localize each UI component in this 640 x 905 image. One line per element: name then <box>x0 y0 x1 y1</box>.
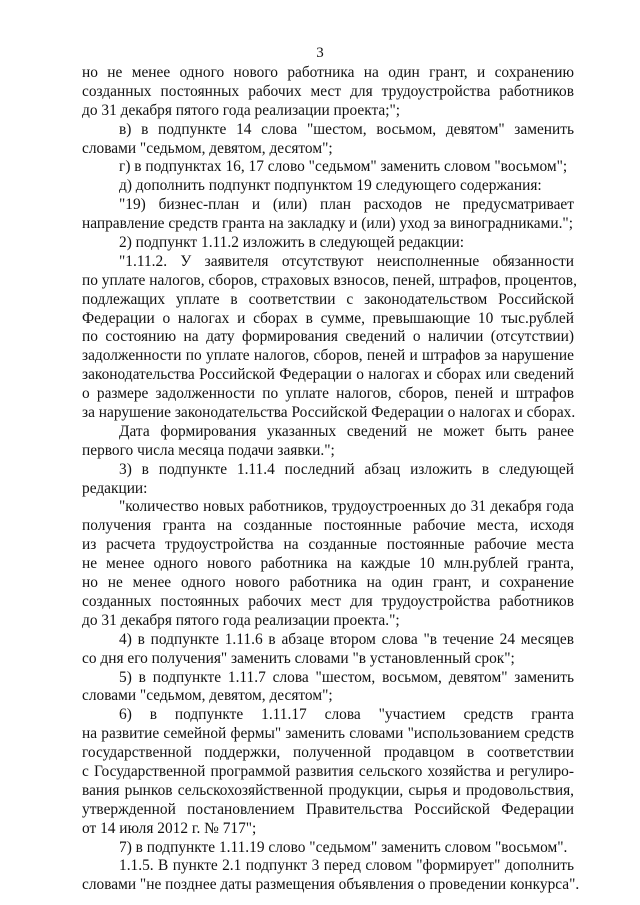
text-line: законодательства Российской Федерации о налогах и сборах или сведений <box>82 366 574 384</box>
text-line: 3) в подпункте 1.11.4 последний абзац изложить в следующей <box>119 460 574 478</box>
text-line: словами "седьмом, девятом, десятом"; <box>82 687 333 705</box>
text-line: подлежащих уплате в соответствии с законодательством Российской <box>82 290 574 308</box>
text-line: вания рынков сельскохозяйственной продукции, сырья и продовольствия, <box>82 781 574 799</box>
text-line: до 31 декабря пятого года реализации проекта."; <box>82 611 400 629</box>
text-line: направление средств гранта на закладку и (или) уход за виноградниками."; <box>82 215 573 233</box>
text-line: на развитие семейной фермы" заменить словами "использованием средств <box>82 725 574 743</box>
text-line: "количество новых работников, трудоустроенных до 31 декабря года <box>119 498 574 516</box>
text-line: но не менее одного нового работника на один грант, и сохранению <box>82 64 574 81</box>
text-line: словами "не позднее даты размещения объявления о проведении конкурса". <box>82 876 580 894</box>
text-line: 4) в подпункте 1.11.6 в абзаце втором слова "в течение 24 месяцев <box>119 630 574 648</box>
text-line: Дата формирования указанных сведений не может быть ранее <box>119 422 574 440</box>
document-body <box>82 64 580 895</box>
text-line: со дня его получения" заменить словами "в установленный срок"; <box>82 649 515 667</box>
text-line: Федерации о налогах и сборах в сумме, превышающие 10 тыс.рублей <box>82 309 574 327</box>
text-line: до 31 декабря пятого года реализации проекта;"; <box>82 101 401 119</box>
text-line: от 14 июля 2012 г. № 717"; <box>82 819 257 837</box>
text-line: о размере задолженности по уплате налогов, сборов, пеней и штрафов <box>82 385 574 403</box>
text-line: с Государственной программой развития сельского хозяйства и регулиро- <box>82 762 574 780</box>
text-line: из расчета трудоустройства на созданные постоянные рабочие места <box>82 536 574 554</box>
text-line: задолженности по уплате налогов, сборов, пеней и штрафов за нарушение <box>82 347 574 365</box>
text-line: 7) в подпункте 1.11.19 слово "седьмом" заменить словом "восьмом". <box>119 838 568 856</box>
text-line: созданных постоянных рабочих мест для трудоустройства работников <box>82 592 574 610</box>
text-line: по состоянию на дату формирования сведений о наличии (отсутствии) <box>82 328 574 346</box>
page-number: 3 <box>316 45 324 61</box>
text-line: словами "седьмом, девятом, десятом"; <box>82 139 333 157</box>
text-line: 6) в подпункте 1.11.17 слова "участием средств гранта <box>119 706 574 724</box>
text-line: не менее одного нового работника на каждые 10 млн.рублей гранта, <box>82 555 574 573</box>
text-line: д) дополнить подпункт подпунктом 19 следующего содержания: <box>119 177 542 195</box>
text-line: 2) подпункт 1.11.2 изложить в следующей редакции: <box>119 234 465 252</box>
text-line: утвержденной постановлением Правительства Российской Федерации <box>82 800 574 818</box>
text-line: получения гранта на созданные постоянные рабочие места, исходя <box>82 517 574 535</box>
text-line: государственной поддержки, полученной продавцом в соответствии <box>82 744 574 762</box>
text-line: 5) в подпункте 1.11.7 слова "шестом, восьмом, девятом" заменить <box>119 668 574 686</box>
text-line: за нарушение законодательства Российской Федерации о налогах и сборах. <box>82 404 576 422</box>
text-line: г) в подпунктах 16, 17 слово "седьмом" заменить словом "восьмом"; <box>119 158 568 176</box>
text-line: но не менее одного нового работника на один грант, и сохранение <box>82 574 574 592</box>
text-line: по уплате налогов, сборов, страховых взносов, пеней, штрафов, процентов, <box>82 271 577 289</box>
text-line: "19) бизнес-план и (или) план расходов не предусматривает <box>119 196 574 214</box>
text-line: "1.11.2. У заявителя отсутствуют неисполненные обязанности <box>119 252 574 270</box>
text-line: созданных постоянных рабочих мест для трудоустройства работников <box>82 82 574 100</box>
text-line: в) в подпункте 14 слова "шестом, восьмом, девятом" заменить <box>119 120 574 138</box>
text-line: 1.1.5. В пункте 2.1 подпункт 3 перед словом "формирует" дополнить <box>119 857 574 875</box>
text-line: первого числа месяца подачи заявки."; <box>82 441 335 459</box>
text-line: редакции: <box>82 479 148 497</box>
